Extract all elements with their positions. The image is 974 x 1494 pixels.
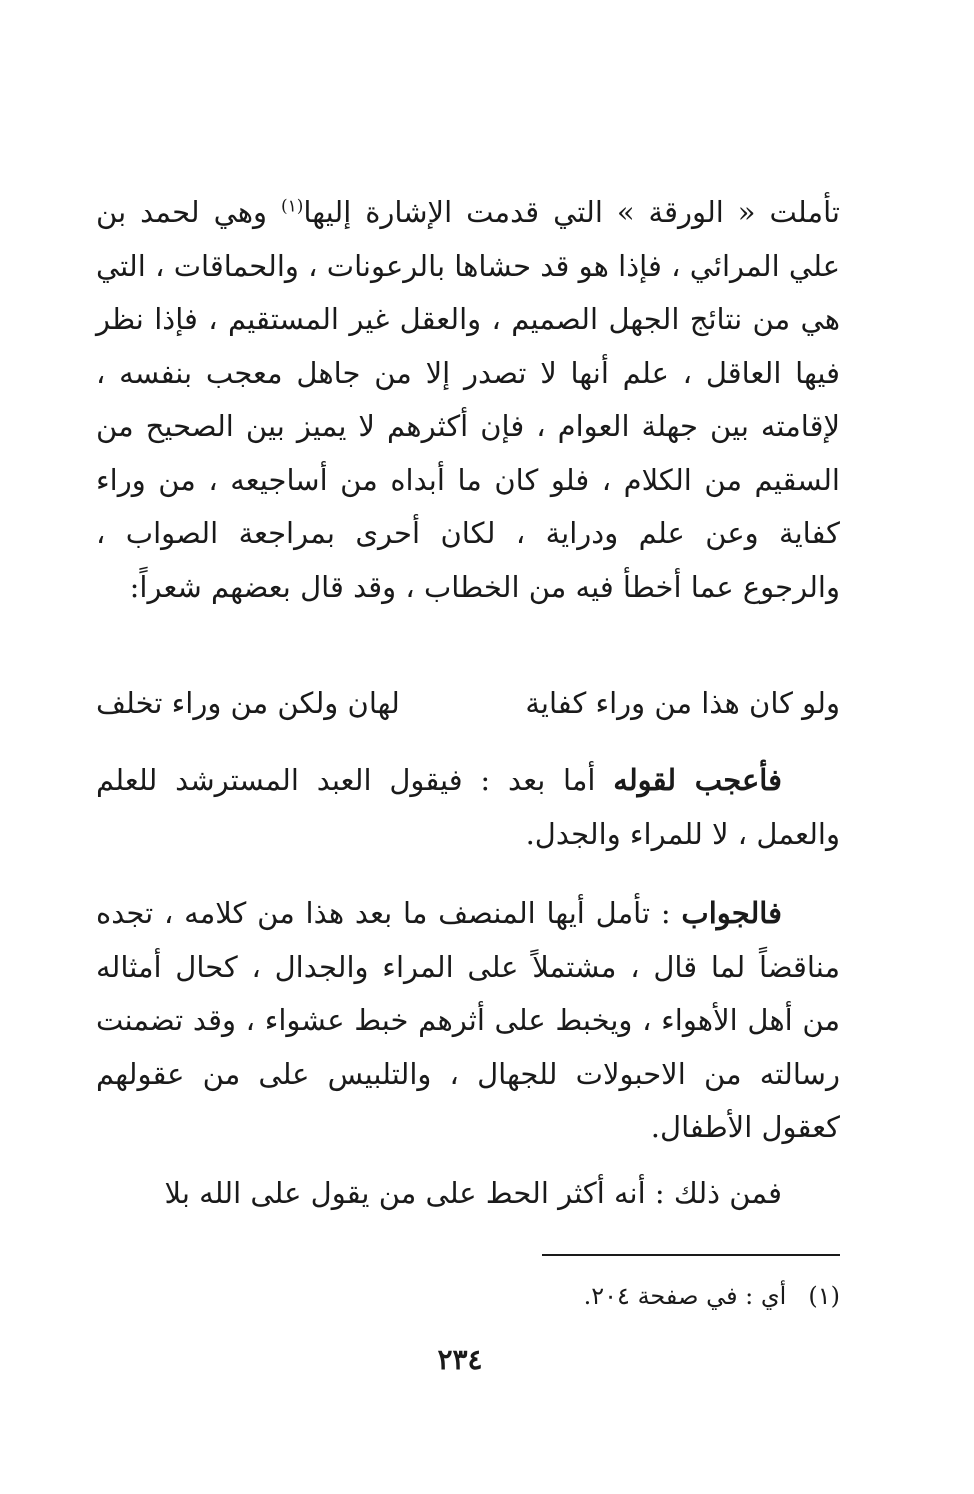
quoted-claim-lead: فأعجب لقوله <box>613 763 782 797</box>
poetry-verse <box>96 676 840 730</box>
example-paragraph <box>96 1167 840 1221</box>
footnote-text: أي : في صفحة ٢٠٤. <box>583 1282 787 1310</box>
footnote-number: (١) <box>808 1282 840 1310</box>
intro-text-start: تأملت « الورقة » التي قدمت الإشارة إليها <box>303 195 840 229</box>
footnote-reference: (١) <box>280 196 304 217</box>
example-text: فمن ذلك : أنه أكثر الحط على من يقول على الله بلا <box>164 1176 782 1210</box>
answer-text: : تأمل أيها المنصف ما بعد هذا من كلامه ، تجده مناقضاً لما قال ، مشتملاً على المراء والجدال ، كحال أمثاله من أهل الأهواء ، ويخبط على أثرهم خبط عشواء ، وقد تضمنت رسالته من الاحبولات للجهال ، والتلبيس على من عقولهم كعقول الأطفال. <box>96 896 840 1144</box>
footnote <box>584 1276 840 1316</box>
intro-text-rest: وهي لحمد بن علي المرائي ، فإذا هو قد حشاها بالرعونات ، والحماقات ، التي هي من نتائج الجهل الصميم ، والعقل غير المستقيم ، فإذا نظر فيها العاقل ، علم أنها لا تصدر إلا من جاهل معجب بنفسه ، لإقامته بين جهلة العوام ، فإن أكثرهم لا يميز بين الصحيح من السقيم من الكلام ، فلو كان ما أبداه من أساجيعه ، من وراء كفاية وعن علم ودراية ، لكان أحرى بمراجعة الصواب ، والرجوع عما أخطأ فيه من الخطاب ، وقد قال بعضهم شعراً: <box>96 195 840 604</box>
intro-paragraph <box>96 186 840 614</box>
page-number: ٢٣٤ <box>437 1343 483 1376</box>
footnote-separator <box>542 1254 840 1256</box>
quoted-claim-text: أما بعد : فيقول العبد المسترشد للعلم والعمل ، لا للمراء والجدل. <box>96 763 840 851</box>
answer-paragraph <box>96 887 840 1155</box>
answer-lead: فالجواب <box>681 896 782 930</box>
verse-second-hemistich: لهان ولكن من وراء تخلف <box>96 686 400 720</box>
quoted-claim-paragraph <box>96 754 840 861</box>
verse-first-hemistich: ولو كان هذا من وراء كفاية <box>525 686 840 720</box>
